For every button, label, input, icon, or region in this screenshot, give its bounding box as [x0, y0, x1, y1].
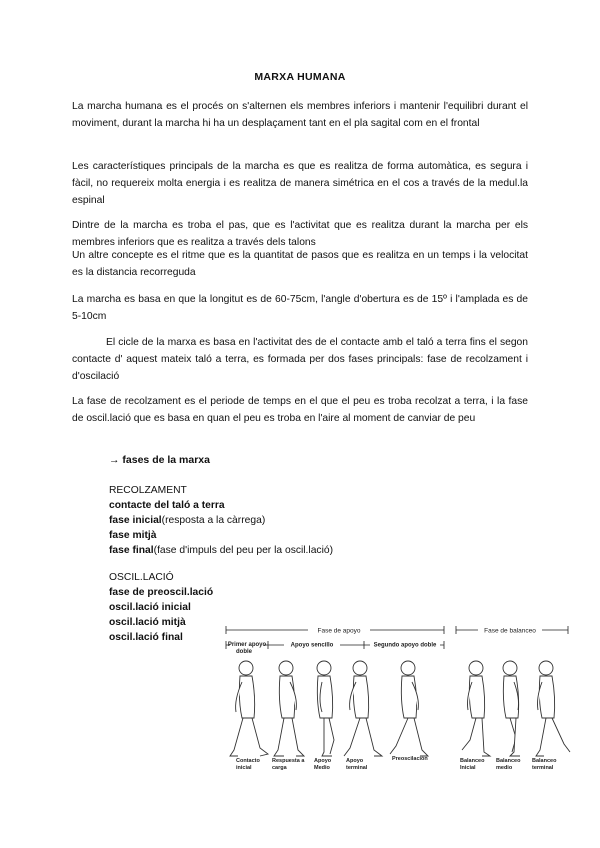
first-double-support-label: Primer apoyo	[227, 642, 267, 648]
caption-mid-1: Apoyo	[314, 758, 332, 764]
caption-mid-swing-2: medio	[496, 765, 513, 771]
caption-terminal-swing-1: Balanceo	[532, 758, 557, 764]
walking-figures	[230, 661, 570, 756]
caption-loading-1: Respuesta a	[272, 758, 305, 764]
caption-contact-1: Contacto	[236, 758, 260, 764]
caption-terminal-1: Apoyo	[346, 758, 364, 764]
first-double-support-label-2: doble	[236, 649, 252, 655]
phases-heading: → fases de la marxa	[109, 454, 210, 466]
support-list	[109, 483, 333, 558]
list-item: oscil.lació mitjà	[109, 617, 186, 628]
caption-mid-2: Medio	[314, 765, 330, 771]
caption-mid-swing-1: Balanceo	[496, 758, 521, 764]
paragraph-definition: La marcha humana es el procés on s'alternen els membres inferiors i mantenir l'equilibri durant el moviment, durant la marcha hi ha un desplaçament tant en el pla sagital com en el frontal	[72, 101, 528, 129]
figure-initial-swing	[462, 661, 490, 756]
support-title: RECOLZAMENT	[109, 485, 187, 496]
caption-initial-swing-2: Inicial	[460, 765, 476, 771]
gait-cycle-figure	[220, 620, 580, 780]
list-item: fase mitjà	[109, 530, 157, 541]
list-item: oscil.lació inicial	[109, 602, 191, 613]
figure-captions	[236, 756, 557, 771]
paragraph-step: Dintre de la marcha es troba el pas, que es l'activitat que es realitza durant la marcha per els membres inferiors que es realitza a través dels talons	[72, 220, 528, 248]
figure-preswing	[390, 661, 428, 756]
list-item: oscil.lació final	[109, 632, 183, 643]
paragraph-phases: La fase de recolzament es el periode de temps en el que el peu es troba recolzat a terra, i la fase de oscil.lació que es basa en quan el peu es troba en l'aire al moment de canviar de peu	[72, 396, 528, 424]
paragraph-cycle: El cicle de la marxa es basa en l'activitat des de el contacte amb el taló a terra fins el segon contacte d' aquest mateix taló a terra, es formada per dos fases principals: fase de recolzament i d'oscilació	[72, 337, 528, 382]
figure-terminal-stance	[344, 661, 382, 756]
second-double-support-label: Segundo apoyo doble	[373, 642, 437, 649]
caption-preswing: Preoscilación	[392, 756, 428, 762]
list-item: fase final(fase d'impuls del peu per la oscil.lació)	[109, 545, 334, 556]
caption-terminal-swing-2: terminal	[532, 765, 554, 771]
stance-label: Fase de apoyo	[317, 627, 361, 635]
list-item: fase inicial(resposta a la càrrega)	[109, 515, 266, 526]
page-title: MARXA HUMANA	[254, 71, 346, 83]
caption-terminal-2: terminal	[346, 765, 368, 771]
paragraph-rhythm: Un altre concepte es el ritme que es la quantitat de pasos que es realitza en un temps i la velocitat es la distancia recorreguda	[72, 250, 528, 278]
caption-initial-swing-1: Balanceo	[460, 758, 485, 764]
swing-title: OSCIL.LACIÓ	[109, 572, 174, 583]
figure-loading-response	[274, 661, 304, 756]
list-item: fase de preoscil.lació	[109, 587, 214, 598]
figure-mid-swing	[503, 661, 520, 756]
paragraph-characteristics: Les característiques principals de la marcha es que es realitza de forma automàtica, es segura i fàcil, no requereix molta energia i es realitza de manera simétrica en el cos a través de la medul.la espinal	[72, 161, 528, 206]
single-support-label: Apoyo sencillo	[290, 642, 334, 649]
caption-contact-2: inicial	[236, 765, 252, 771]
paragraph-measures: La marcha es basa en que la longitut es de 60-75cm, l'angle d'obertura es de 15º i l'amplada es de 5-10cm	[72, 294, 528, 322]
figure-mid-stance	[317, 661, 334, 756]
swing-list	[109, 570, 213, 645]
figure-terminal-swing	[536, 661, 570, 756]
figure-contact	[230, 661, 268, 756]
list-item: contacte del taló a terra	[109, 500, 225, 511]
swing-label: Fase de balanceo	[484, 627, 536, 635]
caption-loading-2: carga	[272, 765, 287, 771]
